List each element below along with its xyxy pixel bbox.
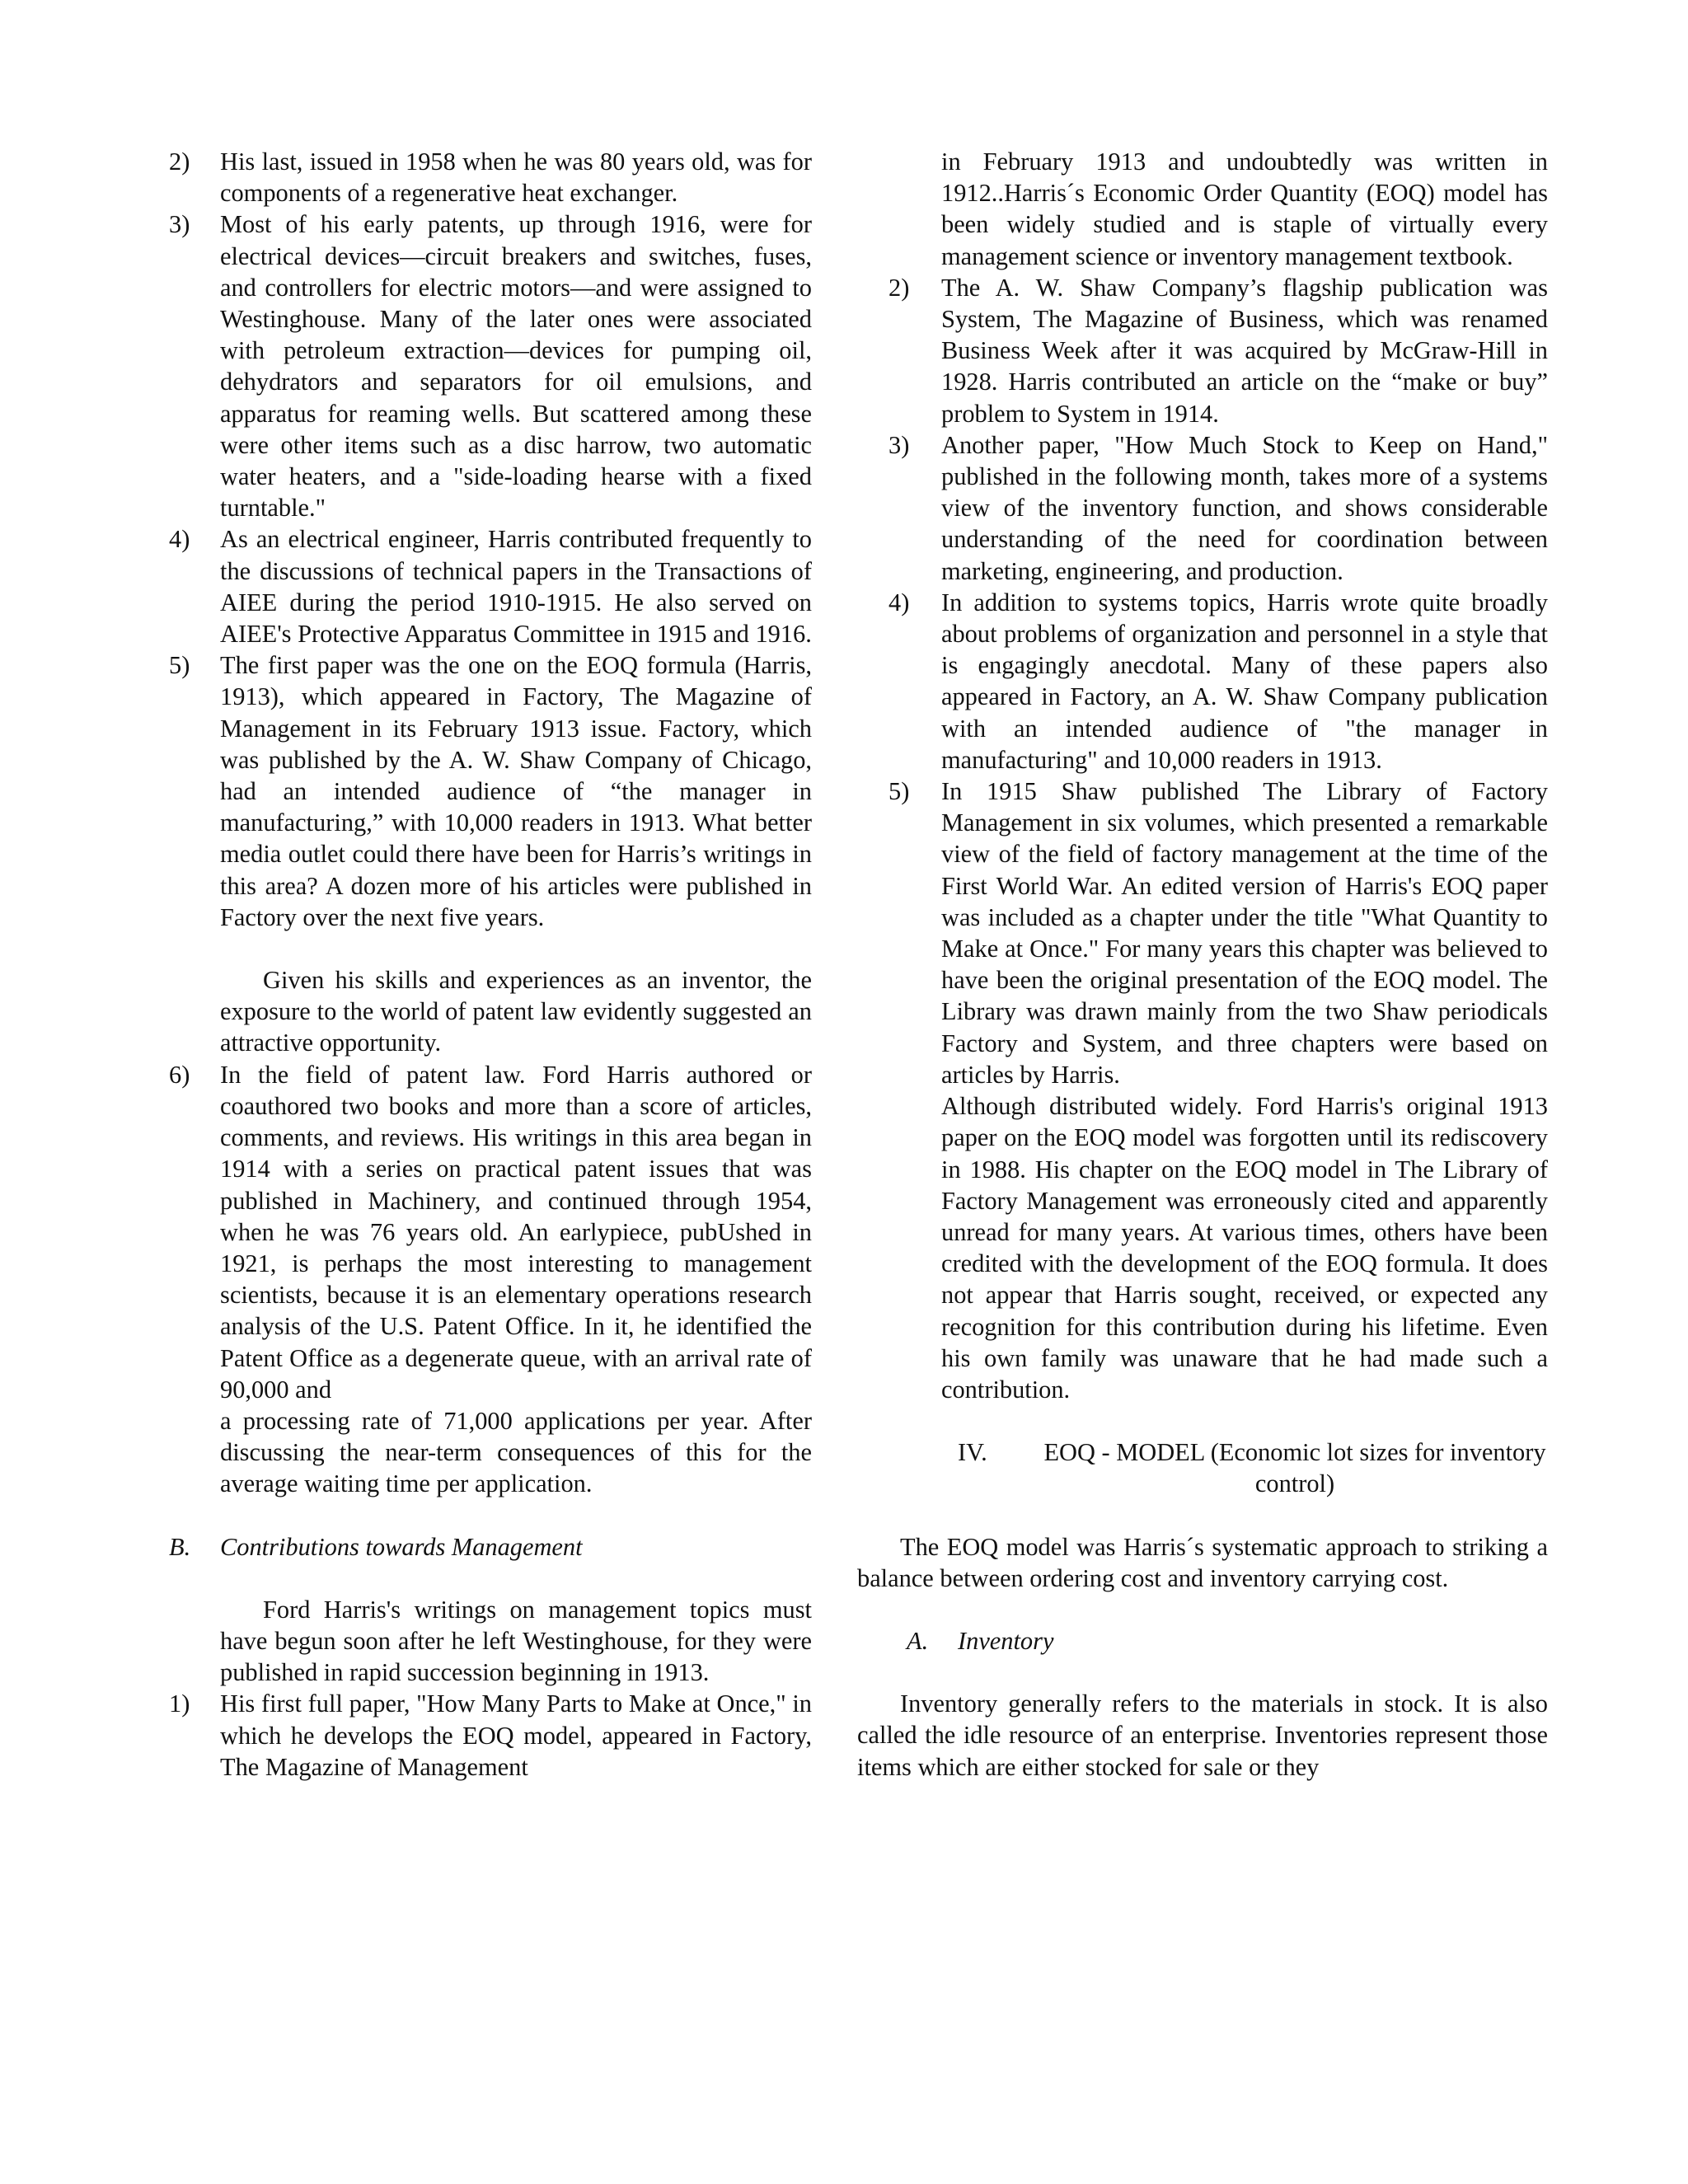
item-number: 6) [169, 1060, 190, 1089]
section-heading-b [169, 1531, 812, 1563]
item-text-continued: a processing rate of 71,000 applications per year. After discussing the near-term consequences of this for the average waiting time per application. [220, 1406, 812, 1498]
management-list [169, 1688, 812, 1783]
list-item [857, 429, 1548, 587]
list-item [169, 209, 812, 523]
section-title: EOQ - MODEL (Economic lot sizes for inventory control) [1043, 1438, 1546, 1498]
item-text: In the field of patent law. Ford Harris authored or coauthored two books and more than a score of articles, comments, and reviews. His writings in this area began in 1914 with a series on practical patent issues that was published in Machinery, and continued through 1954, when he was 76 years old. An earlypiece, pubUshed in 1921, is perhaps the most interesting to management scientists, because it is an elementary operations research analysis of the U.S. Patent Office. In it, he identified the Patent Office as a degenerate queue, with an arrival rate of 90,000 and [220, 1060, 812, 1404]
list-item [857, 776, 1548, 1090]
item-text: In 1915 Shaw published The Library of Factory Management in six volumes, which presented a remarkable view of the field of factory management at the time of the First World War. An edited version of Harris's EOQ paper was included as a chapter under the title "What Quantity to Make at Once." For many years this chapter was believed to have been the original presentation of the EOQ model. The Library was drawn mainly from the two Shaw periodicals Factory and System, and three chapters were based on articles by Harris. [941, 777, 1548, 1089]
item-text: Another paper, "How Much Stock to Keep on Hand," published in the following month, takes more of a systems view of the inventory function, and shows considerable understanding of the need for coordination between marketing, engineering, and production. [941, 430, 1548, 585]
patent-law-paragraph: Given his skills and experiences as an inventor, the exposure to the world of patent law evidently suggested an attractive opportunity. [220, 966, 812, 1057]
patent-list [169, 146, 812, 933]
section-heading-iv [857, 1436, 1548, 1499]
left-column [169, 146, 812, 1783]
section-number: IV. [958, 1438, 987, 1467]
item-number: 5) [169, 651, 190, 680]
list-item [857, 272, 1548, 429]
item-number: 3) [889, 430, 910, 459]
item-text: His last, issued in 1958 when he was 80 years old, was for components of a regenerative heat exchanger. [220, 148, 812, 208]
continued-item-text: in February 1913 and undoubtedly was written in 1912..Harris´s Economic Order Quantity (EOQ) model has been widely studied and is staple of virtually every management science or inventory management textbook. [941, 148, 1548, 270]
inventory-paragraph: Inventory generally refers to the materials in stock. It is also called the idle resource of an enterprise. Inventories represent those items which are either stocked for sale or they [857, 1690, 1548, 1781]
patent-law-list [169, 1059, 812, 1500]
item-number: 2) [169, 148, 190, 176]
item-text: The first paper was the one on the EOQ formula (Harris, 1913), which appeared in Factory, The Magazine of Management in its February 1913 issue. Factory, which was published by the A. W. Shaw Company of Chicago, had an intended audience of “the manager in manufacturing,” with 10,000 readers in 1913. What better media outlet could there have been for Harris’s writings in this area? A dozen more of his articles were published in Factory over the next five years. [220, 651, 812, 931]
item-number: 4) [889, 588, 910, 616]
list-item [169, 146, 812, 209]
list-item [857, 587, 1548, 776]
list-item [169, 523, 812, 649]
item-number: 5) [889, 777, 910, 806]
item-text: As an electrical engineer, Harris contributed frequently to the discussions of technical papers in the Transactions of AIEE during the period 1910-1915. He also served on AIEE's Protective Apparatus Committee in 1915 and 1916. [220, 525, 812, 649]
list-item [169, 649, 812, 933]
item-number: 2) [889, 273, 910, 302]
item-text: His first full paper, "How Many Parts to Make at Once," in which he develops the EOQ model, appeared in Factory, The Magazine of Management [220, 1690, 812, 1781]
list-item [169, 1688, 812, 1783]
item-number: 3) [169, 210, 190, 239]
item-text: In addition to systems topics, Harris wrote quite broadly about problems of organization and personnel in a style that is engagingly anecdotal. Many of these papers also appeared in Factory, an A. W. Shaw Company publication with an intended audience of "the manager in manufacturing" and 10,000 readers in 1913. [941, 588, 1548, 774]
item-number: 1) [169, 1690, 190, 1718]
item-text: Most of his early patents, up through 1916, were for electrical devices—circuit breakers and switches, fuses, and controllers for electric motors—and were assigned to Westinghouse. Many of the later ones were associated with petroleum extraction—devices for pumping oil, dehydrators and separators for oil emulsions, and apparatus for reaming wells. But scattered among these were other items such as a disc harrow, two automatic water heaters, and a "side-loading hearse with a fixed turntable." [220, 210, 812, 523]
eoq-intro-paragraph: The EOQ model was Harris´s systematic approach to striking a balance between ordering cost and inventory carrying cost. [857, 1532, 1548, 1592]
list-item [169, 1059, 812, 1500]
right-column [857, 146, 1548, 1783]
section-letter: B. [169, 1532, 191, 1561]
subsection-title: Inventory [958, 1626, 1054, 1655]
item-text: The A. W. Shaw Company’s flagship publication was System, The Magazine of Business, which was renamed Business Week after it was acquired by McGraw-Hill in 1928. Harris contributed an article on the “make or buy” problem to System in 1914. [941, 273, 1548, 428]
management-list-continued [857, 272, 1548, 1090]
eoq-history-paragraph: Although distributed widely. Ford Harris's original 1913 paper on the EOQ model was forgotten until its rediscovery in 1988. His chapter on the EOQ model in The Library of Factory Management was erroneously cited and apparently unread for many years. At various times, others have been credited with the development of the EOQ formula. It does not appear that Harris sought, received, or expected any recognition for this contribution during his lifetime. Even his own family was unaware that he had made such a contribution. [941, 1092, 1548, 1404]
item-number: 4) [169, 525, 190, 554]
subsection-letter: A. [907, 1626, 929, 1655]
subsection-heading-a [857, 1625, 1548, 1657]
section-title: Contributions towards Management [220, 1532, 583, 1561]
management-paragraph: Ford Harris's writings on management topics must have begun soon after he left Westinghouse, for they were published in rapid succession beginning in 1913. [220, 1595, 812, 1687]
